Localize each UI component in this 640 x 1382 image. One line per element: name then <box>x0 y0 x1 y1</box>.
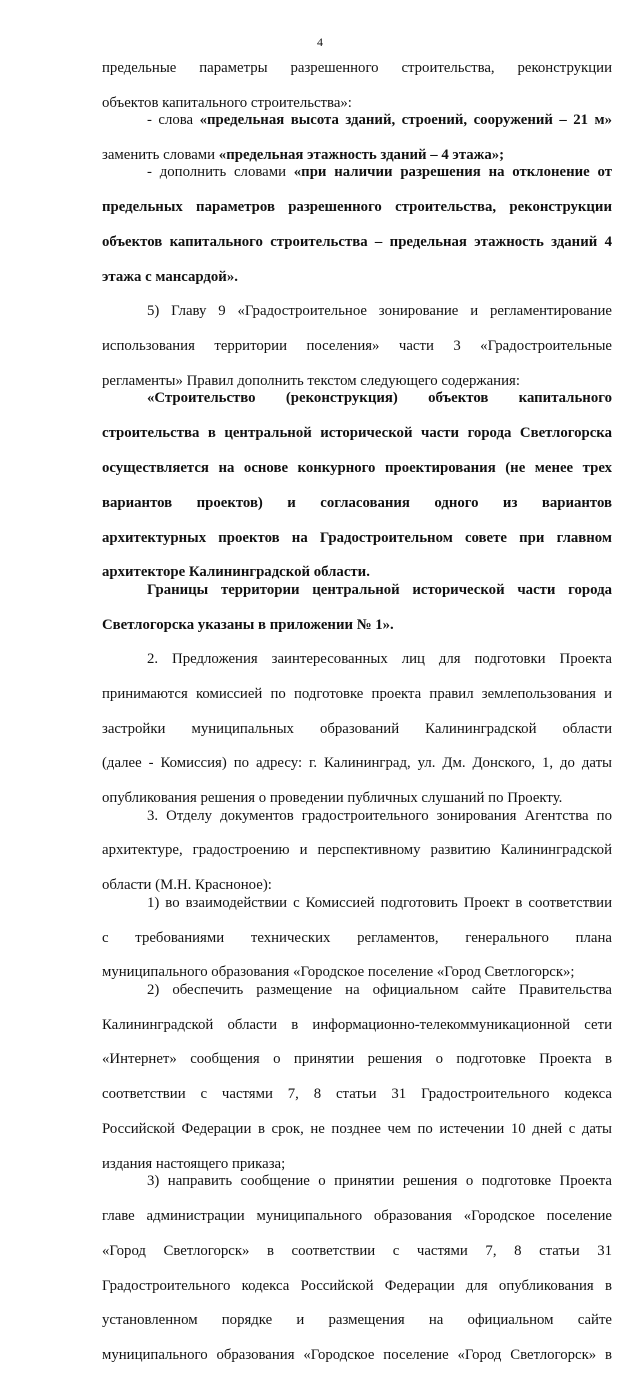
text-line: Градостроительного кодекса Российской Федерации для опубликования в <box>102 1277 612 1294</box>
text-line: установленном порядке и размещения на официальном сайте <box>102 1312 612 1329</box>
text-line: «Строительство (реконструкция) объектов капитального <box>147 390 612 407</box>
text-fragment: заменить словами <box>102 147 219 164</box>
page-number: 4 <box>317 35 323 49</box>
amendment-height-paragraph <box>102 60 612 112</box>
text-line: предельные параметры разрешенного строительства, реконструкции <box>102 60 612 76</box>
text-fragment: - дополнить словами <box>147 164 294 181</box>
document-body <box>102 60 612 1382</box>
text-line: Российской Федерации в срок, не позднее чем по истечении 10 дней с даты <box>102 1120 612 1137</box>
text-line: объектов капитального строительства – предельная этажность зданий 4 <box>102 234 612 251</box>
text-line <box>102 147 612 164</box>
subitem-1-paragraph <box>102 895 612 982</box>
text-line: осуществляется на основе конкурного проектирования (не менее трех <box>102 459 612 476</box>
text-line: предельных параметров разрешенного строительства, реконструкции <box>102 199 612 216</box>
paragraph-gap <box>102 634 612 651</box>
text-line: муниципального образования «Городское поселение «Город Светлогорск» в <box>102 1347 612 1364</box>
text-line: архитектурных проектов на Градостроительном совете при главном <box>102 529 612 546</box>
item-3-paragraph <box>102 808 612 895</box>
boundaries-paragraph <box>102 582 612 634</box>
text-fragment: - слова <box>147 112 200 129</box>
chapter-9-paragraph <box>102 303 612 390</box>
supplement-words-paragraph <box>102 164 612 286</box>
text-line: 2) обеспечить размещение на официальном сайте Правительства <box>147 981 612 998</box>
bold-text-fragment: «предельная этажность зданий – 4 этажа»; <box>218 147 505 164</box>
text-line: 2. Предложения заинтересованных лиц для подготовки Проекта <box>147 651 612 667</box>
text-line: соответствии с частями 7, 8 статьи 31 Градостроительного кодекса <box>102 1086 612 1103</box>
text-line: опубликования решения о проведении публичных слушаний по Проекту. <box>102 790 563 807</box>
text-line: объектов капитального строительства»: <box>102 94 352 111</box>
text-line: 3. Отделу документов градостроительного зонирования Агентства по <box>147 807 612 824</box>
text-line: Калининградской области в информационно-телекоммуникационной сети <box>102 1016 612 1033</box>
text-line: вариантов проектов) и согласования одного из вариантов <box>102 494 612 511</box>
text-line: «Интернет» сообщения о принятии решения о подготовке Проекта в <box>102 1051 612 1068</box>
text-line: 1) во взаимодействии с Комиссией подготовить Проект в соответствии <box>147 894 612 911</box>
text-line: архитекторе Калининградской области. <box>102 564 370 581</box>
text-line: главе администрации муниципального образования «Городское поселение <box>102 1208 612 1224</box>
text-line <box>102 112 612 147</box>
text-line: использования территории поселения» части 3 «Градостроительные <box>102 338 612 355</box>
text-line: муниципального образования «Городское поселение «Город Светлогорск»; <box>102 964 575 981</box>
replace-words-paragraph <box>102 112 612 164</box>
subitem-3-paragraph <box>102 1173 612 1382</box>
paragraph-gap <box>102 286 612 303</box>
text-line: издания настоящего приказа; <box>102 1155 286 1172</box>
subitem-2-paragraph <box>102 982 612 1173</box>
text-line: области (М.Н. Красноное): <box>102 877 272 894</box>
text-line: (далее - Комиссия) по адресу: г. Калининград, ул. Дм. Донского, 1, до даты <box>102 755 612 772</box>
text-line: архитектуре, градостроению и перспективному развитию Калининградской <box>102 842 612 859</box>
text-line: Светлогорска указаны в приложении № 1». <box>102 616 394 633</box>
text-line: «Город Светлогорск» в соответствии с частями 7, 8 статьи 31 <box>102 1242 612 1259</box>
text-line: застройки муниципальных образований Калининградской области <box>102 720 612 737</box>
text-line: 5) Главу 9 «Градостроительное зонирование и регламентирование <box>147 303 612 320</box>
text-line: регламенты» Правил дополнить текстом следующего содержания: <box>102 372 520 389</box>
text-line: с требованиями технических регламентов, генерального плана <box>102 929 612 946</box>
item-2-paragraph <box>102 651 612 808</box>
text-line <box>102 164 612 199</box>
bold-text-fragment: «при наличии разрешения на отклонение от <box>293 164 612 181</box>
text-line: Границы территории центральной исторической части города <box>147 581 612 598</box>
text-line: этажа с мансардой». <box>102 268 238 285</box>
text-line: 3) направить сообщение о принятии решения о подготовке Проекта <box>147 1173 612 1190</box>
text-line: строительства в центральной исторической части города Светлогорска <box>102 425 612 442</box>
text-line: принимаются комиссией по подготовке проекта правил землепользования и <box>102 685 612 702</box>
bold-text-fragment: «предельная высота зданий, строений, сооружений – 21 м» <box>199 112 612 129</box>
construction-rule-paragraph <box>102 390 612 581</box>
